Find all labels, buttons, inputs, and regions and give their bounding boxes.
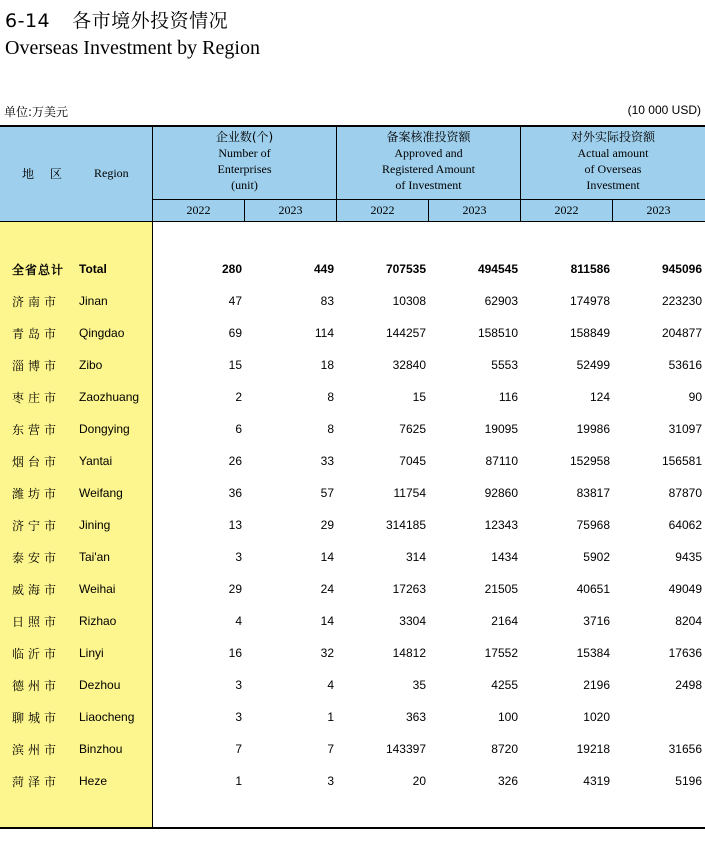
table-bottom-rule (0, 827, 705, 829)
region-name-cn: 济南市 (12, 295, 61, 309)
table-cell: 24 (320, 582, 334, 596)
table-cell: 21505 (484, 582, 518, 596)
table-cell: 40651 (576, 582, 610, 596)
table-cell: 17263 (392, 582, 426, 596)
header-approved-amount: 备案核准投资额 Approved and Registered Amount of Investment (382, 130, 475, 192)
region-name-cn: 菏泽市 (12, 775, 61, 789)
table-cell: 143397 (385, 742, 426, 756)
table-cell: 280 (221, 262, 242, 276)
region-name-en: Qingdao (79, 326, 125, 340)
region-name-cn: 临沂市 (12, 647, 61, 661)
region-name-cn: 东营市 (12, 423, 61, 437)
table-cell: 124 (589, 390, 610, 404)
table-cell: 14812 (392, 646, 426, 660)
region-name-cn: 滨州市 (12, 743, 61, 757)
table-cell: 32840 (392, 358, 426, 372)
table-cell: 2 (235, 390, 242, 404)
table-cell: 707535 (385, 262, 426, 276)
table-cell: 29 (228, 582, 242, 596)
table-cell: 92860 (484, 486, 518, 500)
table-cell: 15 (412, 390, 426, 404)
table-cell: 35 (412, 678, 426, 692)
region-name-en: Weihai (79, 582, 116, 596)
table-row (0, 293, 705, 325)
region-name-en: Binzhou (79, 742, 123, 756)
table-cell: 26 (228, 454, 242, 468)
table-cell: 17636 (668, 646, 702, 660)
table-cell: 8 (327, 422, 334, 436)
region-name-cn: 聊城市 (12, 711, 61, 725)
table-cell: 64062 (668, 518, 702, 532)
year-header: 2022 (554, 203, 579, 217)
table-cell: 7045 (399, 454, 426, 468)
region-name-cn: 青岛市 (12, 327, 61, 341)
table-row (0, 421, 705, 453)
table-cell: 4319 (583, 774, 610, 788)
region-name-cn: 德州市 (12, 679, 61, 693)
region-name-cn: 济宁市 (12, 519, 61, 533)
table-row (0, 485, 705, 517)
table-cell: 14 (320, 614, 334, 628)
header-actual-amount: 对外实际投资额 Actual amount of Overseas Investment (570, 130, 655, 192)
unit-label-en: (10 000 USD) (627, 103, 701, 117)
region-name-en: Yantai (79, 454, 113, 468)
table-cell: 90 (688, 390, 702, 404)
table-cell: 16 (228, 646, 242, 660)
table-cell: 31097 (668, 422, 702, 436)
table-number: 6-14 (5, 10, 51, 32)
table-cell: 75968 (576, 518, 610, 532)
region-name-en: Zibo (79, 358, 103, 372)
table-row (0, 517, 705, 549)
table-row (0, 613, 705, 645)
table-cell: 3 (235, 550, 242, 564)
table-cell: 1 (327, 710, 334, 724)
table-cell: 31656 (668, 742, 702, 756)
region-name-en: Linyi (79, 646, 104, 660)
table-cell: 945096 (661, 262, 702, 276)
table-cell: 3716 (583, 614, 610, 628)
region-name-en: Total (79, 262, 107, 276)
region-name-cn: 淄博市 (12, 359, 61, 373)
table-cell: 314185 (385, 518, 426, 532)
table-cell: 158849 (569, 326, 610, 340)
table-cell: 174978 (569, 294, 610, 308)
region-name-en: Tai'an (79, 550, 110, 564)
header-enterprises: 企业数(个) Number of Enterprises (unit) (215, 130, 274, 192)
table-cell: 2164 (491, 614, 518, 628)
table-cell: 314 (405, 550, 426, 564)
table-cell: 5196 (675, 774, 702, 788)
table-cell: 326 (497, 774, 518, 788)
region-name-en: Zaozhuang (79, 390, 140, 404)
table-cell: 3 (235, 678, 242, 692)
table-cell: 12343 (484, 518, 518, 532)
region-header-cn: 地 区 (22, 167, 68, 181)
region-name-cn: 潍坊市 (12, 487, 61, 501)
region-name-en: Weifang (79, 486, 123, 500)
region-header-en: Region (94, 166, 129, 180)
table-cell: 19218 (576, 742, 610, 756)
table-cell: 5902 (583, 550, 610, 564)
table-cell: 7 (327, 742, 334, 756)
table-cell: 83 (320, 294, 334, 308)
table-cell: 13 (228, 518, 242, 532)
table-cell: 52499 (576, 358, 610, 372)
table-cell: 116 (498, 390, 518, 404)
table-cell: 1 (235, 774, 242, 788)
table-cell: 3 (327, 774, 334, 788)
table-cell: 152958 (569, 454, 610, 468)
region-name-cn: 威海市 (12, 583, 61, 597)
table-cell: 69 (228, 326, 242, 340)
table-cell: 4255 (491, 678, 518, 692)
table-cell: 83817 (576, 486, 610, 500)
table-cell: 363 (405, 710, 426, 724)
region-name-cn: 全省总计 (12, 263, 65, 277)
table-cell: 3 (235, 710, 242, 724)
table-title-en: Overseas Investment by Region (5, 37, 260, 59)
table-cell: 3304 (399, 614, 426, 628)
region-name-en: Heze (79, 774, 108, 788)
region-name-en: Dezhou (79, 678, 121, 692)
table-title-cn-text: 各市境外投资情况 (72, 10, 229, 32)
table-cell: 15384 (576, 646, 610, 660)
table-cell: 156581 (661, 454, 702, 468)
region-name-en: Jinan (79, 294, 108, 308)
table-cell: 19095 (484, 422, 518, 436)
table-cell: 62903 (484, 294, 518, 308)
table-cell: 494545 (477, 262, 518, 276)
table-cell: 9435 (675, 550, 702, 564)
table-header (0, 127, 705, 221)
table-cell: 14 (320, 550, 334, 564)
table-cell: 449 (313, 262, 334, 276)
year-header: 2023 (646, 203, 671, 217)
table-row (0, 357, 705, 389)
table-cell: 7625 (399, 422, 426, 436)
table-cell: 8720 (491, 742, 518, 756)
table-cell: 100 (497, 710, 518, 724)
table-row (0, 773, 705, 805)
region-name-cn: 烟台市 (12, 455, 61, 469)
region-name-cn: 日照市 (12, 615, 61, 629)
table-cell: 144257 (385, 326, 426, 340)
table-cell: 47 (228, 294, 242, 308)
region-name-en: Dongying (79, 422, 130, 436)
table-cell: 8 (327, 390, 334, 404)
year-header: 2023 (462, 203, 487, 217)
table-cell: 1434 (491, 550, 518, 564)
table-cell: 87870 (668, 486, 702, 500)
table-cell: 33 (320, 454, 334, 468)
table-row (0, 677, 705, 709)
table-cell: 29 (320, 518, 334, 532)
table-row (0, 709, 705, 741)
table-cell: 20 (412, 774, 426, 788)
table-cell: 8204 (675, 614, 702, 628)
table-cell: 49049 (668, 582, 702, 596)
table-cell: 158510 (477, 326, 518, 340)
table-row (0, 389, 705, 421)
region-name-cn: 泰安市 (12, 551, 61, 565)
table-cell: 5553 (491, 358, 518, 372)
table-cell: 2498 (675, 678, 702, 692)
table-cell: 7 (235, 742, 242, 756)
region-name-en: Rizhao (79, 614, 117, 628)
table-row (0, 549, 705, 581)
table-cell: 36 (228, 486, 242, 500)
table-cell: 18 (320, 358, 334, 372)
table-cell: 53616 (668, 358, 702, 372)
table-cell: 2196 (583, 678, 610, 692)
table-title-cn (5, 6, 228, 33)
table-row (0, 325, 705, 357)
table-cell: 204877 (661, 326, 702, 340)
region-name-cn: 枣庄市 (12, 391, 61, 405)
table-cell: 1020 (583, 710, 610, 724)
table-row (0, 453, 705, 485)
unit-label-cn: 单位:万美元 (4, 105, 69, 119)
table-cell: 4 (327, 678, 334, 692)
table-row-total (0, 261, 705, 293)
year-header: 2022 (370, 203, 395, 217)
table-cell: 10308 (392, 294, 426, 308)
table-cell: 223230 (661, 294, 702, 308)
year-header: 2023 (278, 203, 303, 217)
region-name-en: Jining (79, 518, 111, 532)
table-cell: 11754 (393, 486, 426, 500)
region-name-en: Liaocheng (79, 710, 135, 724)
table-cell: 6 (235, 422, 242, 436)
table-cell: 811586 (570, 262, 610, 276)
table-cell: 114 (314, 326, 334, 340)
table-row (0, 645, 705, 677)
table-cell: 4 (235, 614, 242, 628)
year-header: 2022 (186, 203, 211, 217)
table-cell: 17552 (484, 646, 518, 660)
table-cell: 32 (320, 646, 334, 660)
table-cell: 15 (228, 358, 242, 372)
table-row (0, 741, 705, 773)
table-cell: 87110 (485, 454, 518, 468)
table-cell: 19986 (576, 422, 610, 436)
table-cell: 57 (320, 486, 334, 500)
table-row (0, 581, 705, 613)
